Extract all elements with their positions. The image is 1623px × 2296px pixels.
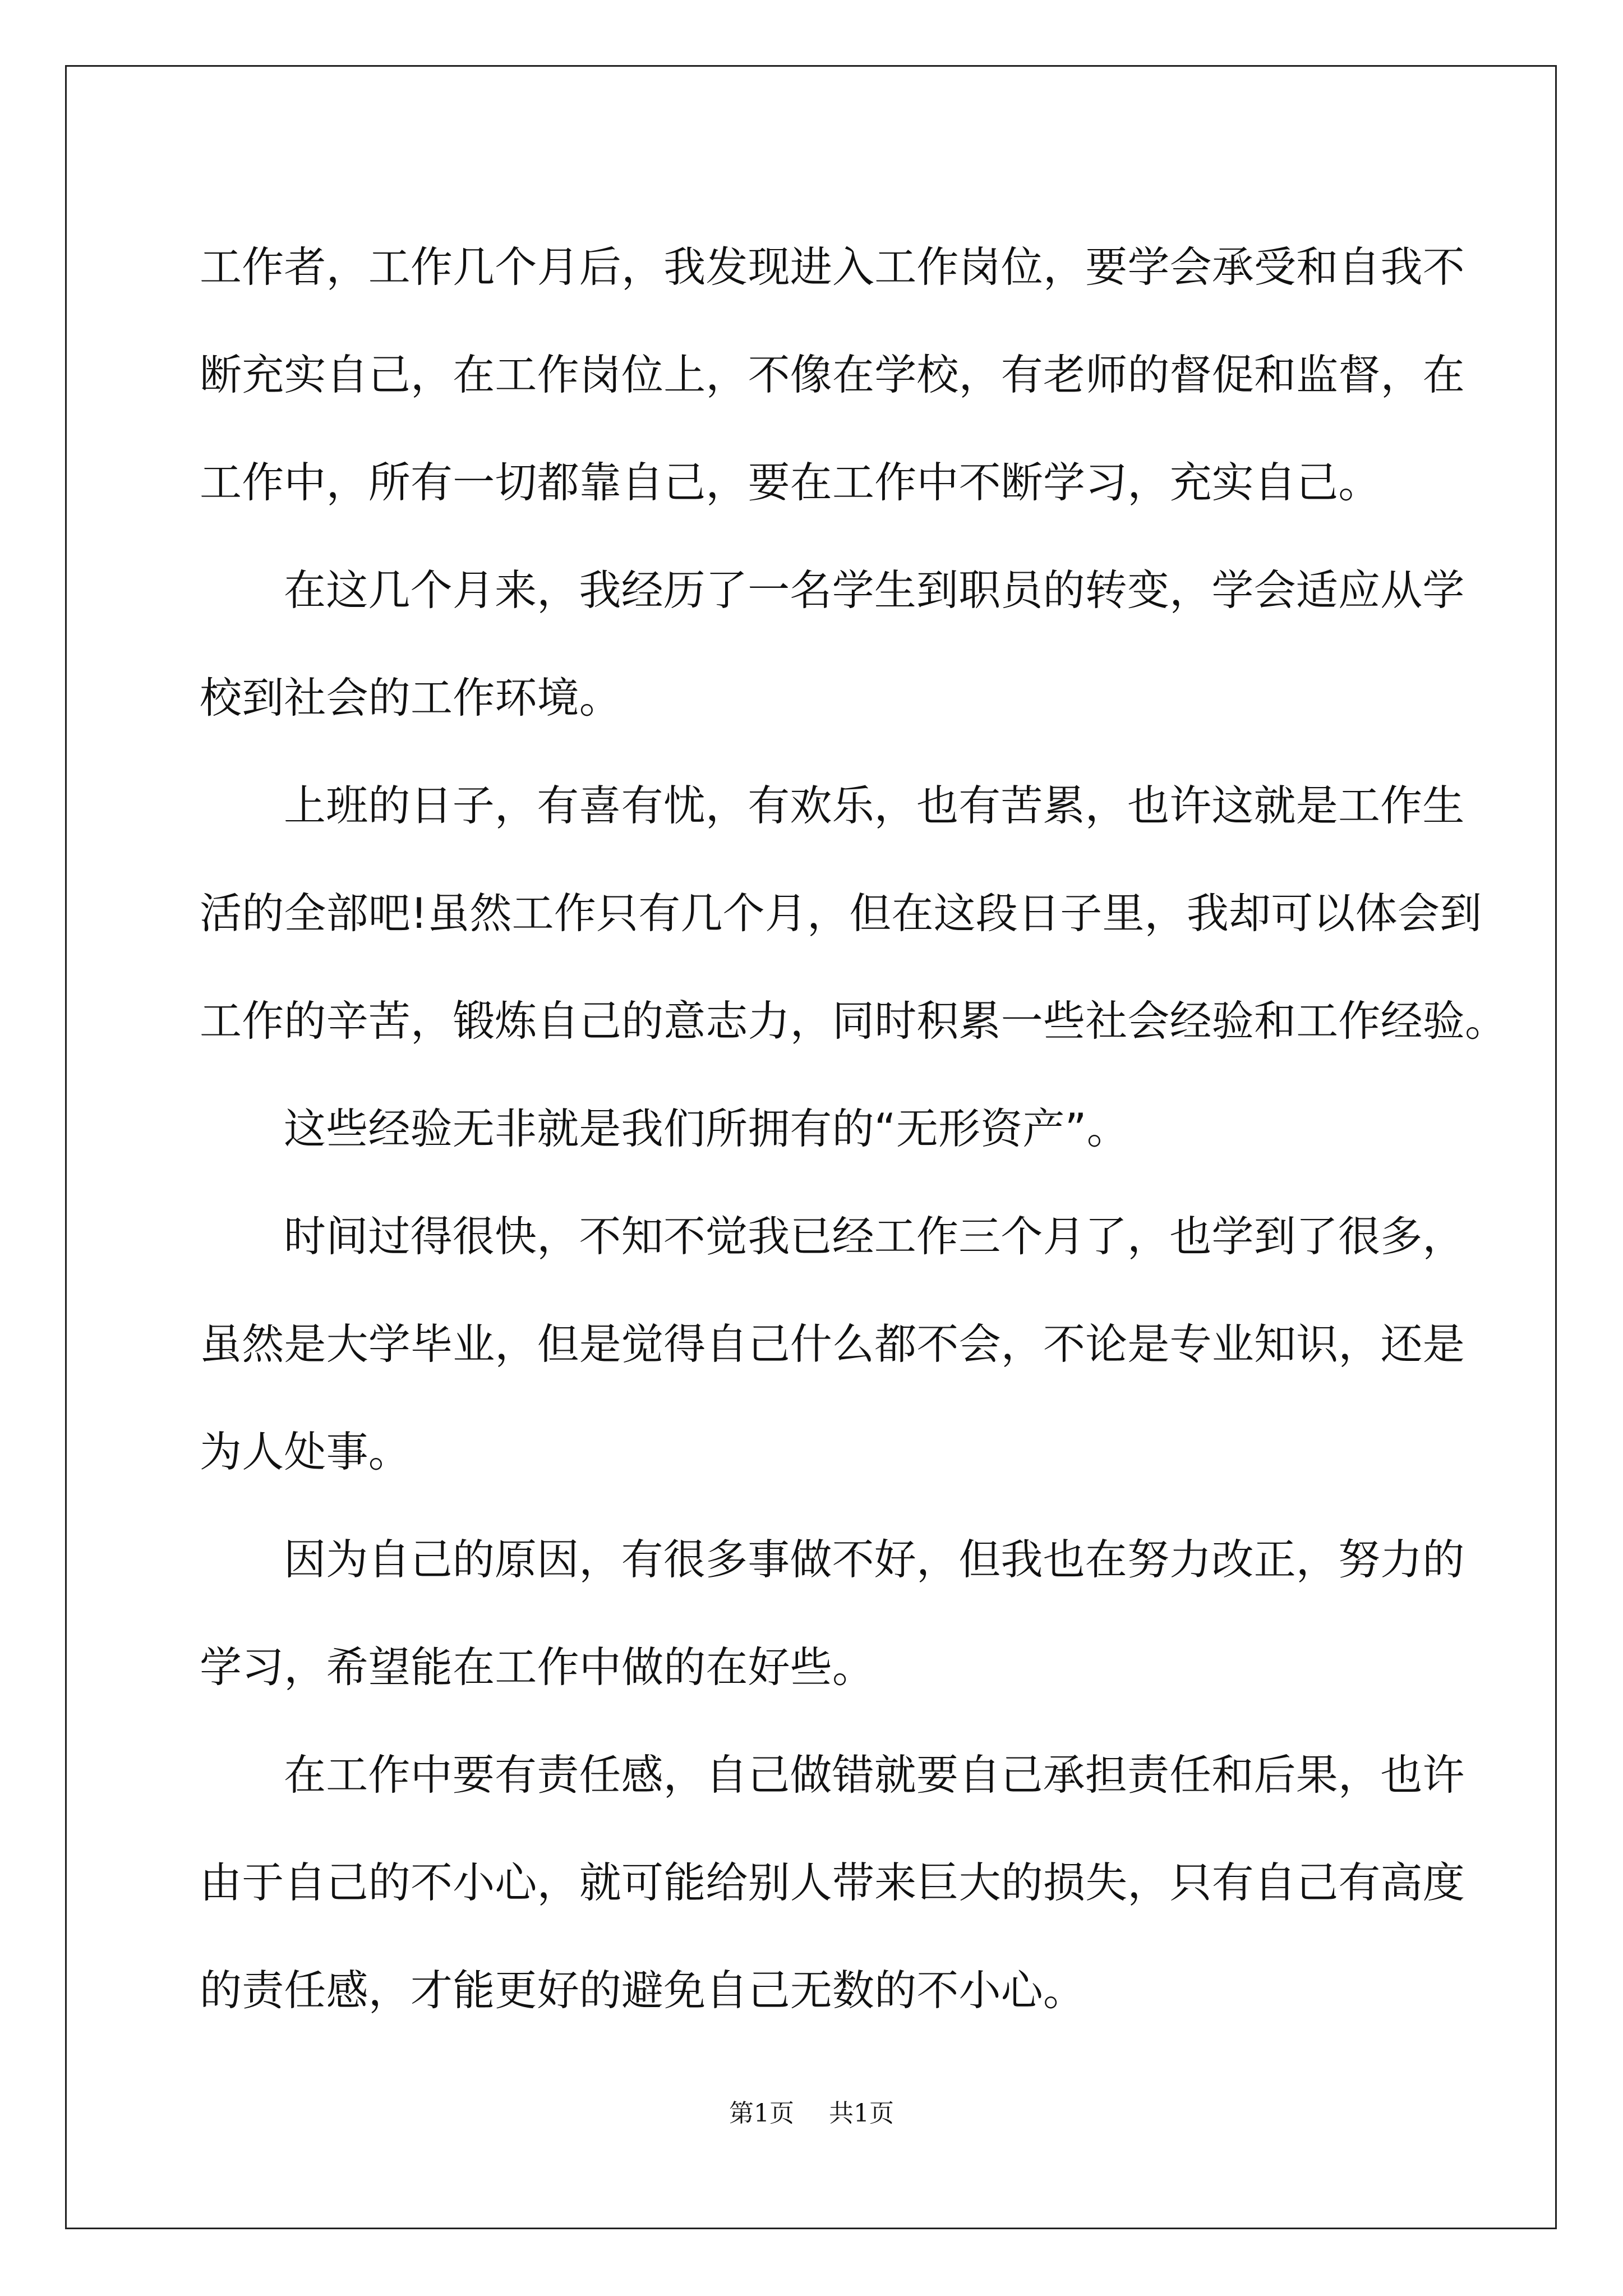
paragraph-start-line: 在这几个月来，我经历了一名学生到职员的转变，学会适应从学 xyxy=(284,565,1465,615)
text-line: 为人处事。 xyxy=(200,1427,411,1476)
text-line: 校到社会的工作环境。 xyxy=(200,673,622,723)
text-line: 工作中，所有一切都靠自己，要在工作中不断学习，充实自己。 xyxy=(200,458,1381,507)
paragraph-start-line: 在工作中要有责任感，自己做错就要自己承担责任和后果，也许 xyxy=(284,1750,1465,1800)
text-line: 工作的辛苦，锻炼自己的意志力，同时积累一些社会经验和工作经验。 xyxy=(200,996,1507,1046)
paragraph-start-line: 这些经验无非就是我们所拥有的“无形资产”。 xyxy=(284,1104,1129,1153)
page-number-current: 第1页 xyxy=(729,2099,794,2128)
text-line: 工作者，工作几个月后，我发现进入工作岗位，要学会承受和自我不 xyxy=(200,242,1465,292)
text-line: 的责任感，才能更好的避免自己无数的不小心。 xyxy=(200,1966,1086,2015)
paragraph-start-line: 上班的日子，有喜有忧，有欢乐，也有苦累，也许这就是工作生 xyxy=(284,781,1465,830)
document-body xyxy=(200,213,1507,2044)
paragraph-start-line: 时间过得很快，不知不觉我已经工作三个月了，也学到了很多， xyxy=(284,1212,1465,1261)
text-line: 学习，希望能在工作中做的在好些。 xyxy=(200,1642,875,1692)
page-number-total: 共1页 xyxy=(829,2099,894,2128)
paragraph-start-line: 因为自己的原因，有很多事做不好，但我也在努力改正，努力的 xyxy=(284,1535,1465,1584)
text-line: 活的全部吧!虽然工作只有几个月，但在这段日子里，我却可以体会到 xyxy=(200,889,1482,938)
text-line: 虽然是大学毕业，但是觉得自己什么都不会，不论是专业知识，还是 xyxy=(200,1319,1465,1369)
page-footer xyxy=(0,2097,1623,2131)
text-line: 断充实自己，在工作岗位上，不像在学校，有老师的督促和监督，在 xyxy=(200,350,1465,399)
text-line: 由于自己的不小心，就可能给别人带来巨大的损失，只有自己有高度 xyxy=(200,1858,1465,1907)
